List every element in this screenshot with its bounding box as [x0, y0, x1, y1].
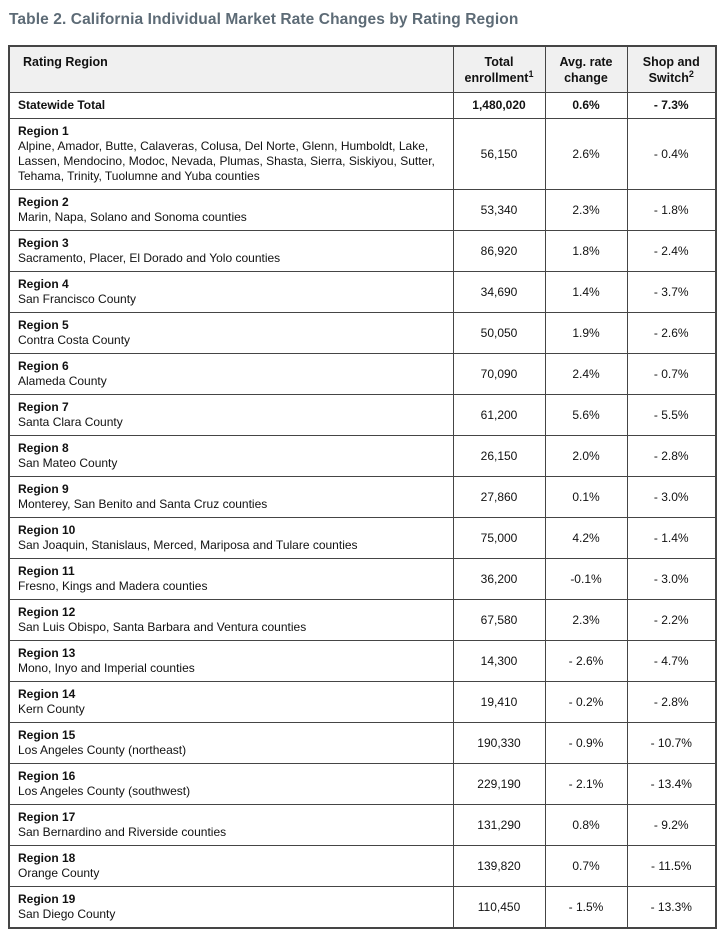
region-cell [9, 231, 453, 272]
total-enrollment-value: 229,190 [453, 764, 545, 805]
total-enrollment-value: 34,690 [453, 272, 545, 313]
table-row [9, 190, 716, 231]
table-row [9, 723, 716, 764]
region-cell [9, 272, 453, 313]
region-cell [9, 436, 453, 477]
shop-and-switch-value: - 2.2% [627, 600, 716, 641]
col-header-label: Avg. rate change [559, 55, 613, 85]
region-name: Region 1 [18, 124, 69, 138]
region-counties: Contra Costa County [18, 333, 131, 347]
avg-rate-change-value: 1.4% [545, 272, 627, 313]
avg-rate-change-value: - 0.9% [545, 723, 627, 764]
total-enrollment-value: 19,410 [453, 682, 545, 723]
region-counties: Alameda County [18, 374, 107, 388]
page-title: Table 2. California Individual Market Rate Changes by Rating Region [9, 11, 519, 28]
total-enrollment-value: 56,150 [453, 119, 545, 190]
total-enrollment-value: 26,150 [453, 436, 545, 477]
total-enrollment-value: 1,480,020 [453, 93, 545, 119]
avg-rate-change-value: 4.2% [545, 518, 627, 559]
avg-rate-change-value: 1.8% [545, 231, 627, 272]
total-enrollment-value: 75,000 [453, 518, 545, 559]
total-enrollment-value: 70,090 [453, 354, 545, 395]
region-cell [9, 313, 453, 354]
avg-rate-change-value: - 0.2% [545, 682, 627, 723]
total-enrollment-value: 131,290 [453, 805, 545, 846]
region-counties: Monterey, San Benito and Santa Cruz counties [18, 497, 268, 511]
region-name: Region 4 [18, 277, 69, 291]
table-row [9, 354, 716, 395]
region-counties: San Luis Obispo, Santa Barbara and Ventura counties [18, 620, 307, 634]
shop-and-switch-value: - 7.3% [627, 93, 716, 119]
region-name: Statewide Total [18, 98, 106, 112]
table-row [9, 641, 716, 682]
shop-and-switch-value: - 4.7% [627, 641, 716, 682]
region-counties: Fresno, Kings and Madera counties [18, 579, 208, 593]
shop-and-switch-value: - 13.3% [627, 887, 716, 929]
shop-and-switch-value: - 5.5% [627, 395, 716, 436]
total-enrollment-value: 61,200 [453, 395, 545, 436]
total-enrollment-value: 36,200 [453, 559, 545, 600]
avg-rate-change-value: 5.6% [545, 395, 627, 436]
region-cell [9, 764, 453, 805]
avg-rate-change-value: 2.6% [545, 119, 627, 190]
avg-rate-change-value: 0.6% [545, 93, 627, 119]
region-name: Region 12 [18, 605, 76, 619]
avg-rate-change-value: 2.3% [545, 600, 627, 641]
avg-rate-change-value: - 1.5% [545, 887, 627, 929]
region-name: Region 11 [18, 564, 75, 578]
avg-rate-change-value: 0.1% [545, 477, 627, 518]
table-row [9, 119, 716, 190]
rate-changes-table [8, 45, 717, 929]
region-cell [9, 846, 453, 887]
avg-rate-change-value: 2.4% [545, 354, 627, 395]
shop-and-switch-value: - 3.0% [627, 477, 716, 518]
region-counties: San Diego County [18, 907, 116, 921]
region-counties: San Mateo County [18, 456, 118, 470]
region-name: Region 2 [18, 195, 69, 209]
table-row [9, 559, 716, 600]
region-name: Region 5 [18, 318, 69, 332]
region-name: Region 18 [18, 851, 76, 865]
table-row [9, 395, 716, 436]
col-header-total-enrollment [453, 46, 545, 93]
table-row [9, 682, 716, 723]
region-counties: San Bernardino and Riverside counties [18, 825, 227, 839]
header-row [9, 46, 716, 93]
region-name: Region 13 [18, 646, 76, 660]
region-name: Region 17 [18, 810, 76, 824]
shop-and-switch-value: - 1.8% [627, 190, 716, 231]
region-cell [9, 119, 453, 190]
table-row [9, 231, 716, 272]
table-row [9, 805, 716, 846]
shop-and-switch-value: - 11.5% [627, 846, 716, 887]
total-enrollment-value: 139,820 [453, 846, 545, 887]
region-cell [9, 395, 453, 436]
table-row [9, 272, 716, 313]
col-header-label: Total enrollment [464, 55, 529, 85]
table-row [9, 600, 716, 641]
total-enrollment-value: 14,300 [453, 641, 545, 682]
avg-rate-change-value: -0.1% [545, 559, 627, 600]
avg-rate-change-value: 2.0% [545, 436, 627, 477]
footnote-1-marker: 1 [528, 68, 534, 79]
shop-and-switch-value: - 0.7% [627, 354, 716, 395]
region-counties: Alpine, Amador, Butte, Calaveras, Colusa, Del Norte, Glenn, Humboldt, Lake, Lassen, Mendocino, Modoc, Nevada, Plumas, Shasta, Sierra, Siskiyou, Sutter, Tehama, Trinity, Tuolumne and Yuba counties [18, 139, 435, 183]
total-enrollment-value: 190,330 [453, 723, 545, 764]
shop-and-switch-value: - 0.4% [627, 119, 716, 190]
region-name: Region 16 [18, 769, 76, 783]
region-cell [9, 887, 453, 929]
avg-rate-change-value: - 2.1% [545, 764, 627, 805]
shop-and-switch-value: - 3.0% [627, 559, 716, 600]
region-cell [9, 682, 453, 723]
col-header-label: Shop and Switch [642, 55, 700, 85]
region-name: Region 8 [18, 441, 69, 455]
region-counties: Los Angeles County (northeast) [18, 743, 187, 757]
region-name: Region 7 [18, 400, 69, 414]
region-cell [9, 518, 453, 559]
col-header-shop-and-switch [627, 46, 716, 93]
shop-and-switch-value: - 2.6% [627, 313, 716, 354]
region-cell [9, 723, 453, 764]
table-row [9, 436, 716, 477]
region-name: Region 6 [18, 359, 69, 373]
total-enrollment-value: 50,050 [453, 313, 545, 354]
region-counties: Mono, Inyo and Imperial counties [18, 661, 195, 675]
shop-and-switch-value: - 9.2% [627, 805, 716, 846]
total-enrollment-value: 67,580 [453, 600, 545, 641]
col-header-avg-rate-change [545, 46, 627, 93]
region-name: Region 3 [18, 236, 69, 250]
shop-and-switch-value: - 2.4% [627, 231, 716, 272]
region-cell [9, 805, 453, 846]
region-counties: Los Angeles County (southwest) [18, 784, 191, 798]
region-cell [9, 641, 453, 682]
region-counties: Santa Clara County [18, 415, 123, 429]
region-cell [9, 600, 453, 641]
region-counties: Orange County [18, 866, 100, 880]
avg-rate-change-value: 0.7% [545, 846, 627, 887]
footnote-2-marker: 2 [688, 68, 694, 79]
region-name: Region 15 [18, 728, 76, 742]
region-cell [9, 190, 453, 231]
shop-and-switch-value: - 2.8% [627, 682, 716, 723]
region-name: Region 9 [18, 482, 69, 496]
region-counties: Kern County [18, 702, 85, 716]
shop-and-switch-value: - 10.7% [627, 723, 716, 764]
total-enrollment-value: 110,450 [453, 887, 545, 929]
shop-and-switch-value: - 3.7% [627, 272, 716, 313]
shop-and-switch-value: - 2.8% [627, 436, 716, 477]
table-row [9, 887, 716, 929]
total-enrollment-value: 53,340 [453, 190, 545, 231]
table-row [9, 477, 716, 518]
col-header-label: Rating Region [23, 55, 108, 69]
region-counties: Marin, Napa, Solano and Sonoma counties [18, 210, 247, 224]
region-name: Region 10 [18, 523, 76, 537]
region-cell [9, 354, 453, 395]
shop-and-switch-value: - 1.4% [627, 518, 716, 559]
avg-rate-change-value: 2.3% [545, 190, 627, 231]
table-row [9, 93, 716, 119]
shop-and-switch-value: - 13.4% [627, 764, 716, 805]
region-counties: San Francisco County [18, 292, 137, 306]
col-header-rating-region [9, 46, 453, 93]
region-cell [9, 559, 453, 600]
table-row [9, 313, 716, 354]
region-name: Region 14 [18, 687, 76, 701]
avg-rate-change-value: - 2.6% [545, 641, 627, 682]
total-enrollment-value: 27,860 [453, 477, 545, 518]
table-row [9, 846, 716, 887]
region-counties: Sacramento, Placer, El Dorado and Yolo counties [18, 251, 281, 265]
region-counties: San Joaquin, Stanislaus, Merced, Mariposa and Tulare counties [18, 538, 358, 552]
avg-rate-change-value: 1.9% [545, 313, 627, 354]
table-row [9, 518, 716, 559]
region-cell [9, 477, 453, 518]
region-cell [9, 93, 453, 119]
avg-rate-change-value: 0.8% [545, 805, 627, 846]
table-row [9, 764, 716, 805]
total-enrollment-value: 86,920 [453, 231, 545, 272]
region-name: Region 19 [18, 892, 76, 906]
